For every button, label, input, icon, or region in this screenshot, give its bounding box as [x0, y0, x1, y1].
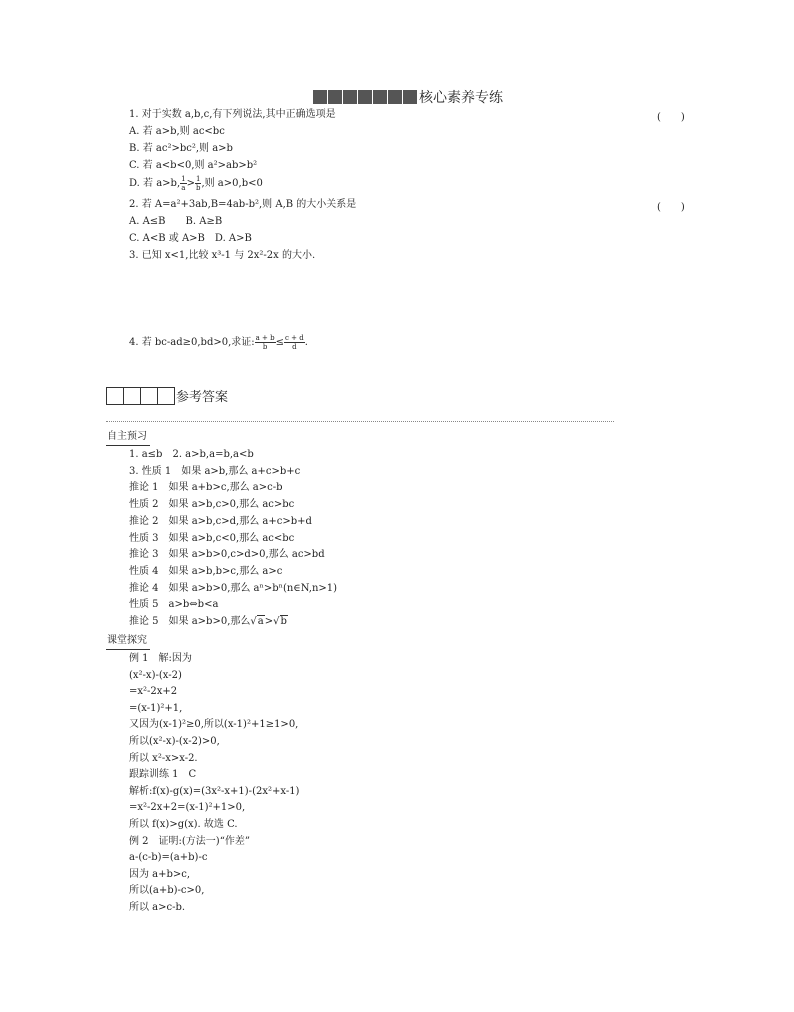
- header-box: [140, 387, 158, 405]
- answer-paren-1: ( ): [657, 112, 685, 123]
- answer-line: 性质 5 a>b⇔b<a: [129, 599, 219, 611]
- question-1: 1. 对于实数 a,b,c,有下列说法,其中正确选项是: [129, 109, 336, 120]
- header-box: [123, 387, 141, 405]
- page-title: 核心素养专练: [419, 89, 503, 106]
- answer-line: 又因为(x-1)²≥0,所以(x-1)²+1≥1>0,: [129, 719, 299, 731]
- header-block: [343, 90, 357, 104]
- sqrt-symbol: √: [250, 616, 257, 627]
- q1-d-compare: >: [186, 178, 195, 189]
- fraction-numerator: c + d: [285, 334, 304, 342]
- heading-underline: [106, 649, 150, 650]
- q1-option-d: [129, 175, 263, 192]
- header-block: [313, 90, 327, 104]
- answer-line: 3. 性质 1 如果 a>b,那么 a+c>b+c: [129, 465, 301, 477]
- fraction-numerator: 1: [181, 175, 186, 183]
- answer-line: 跟踪训练 1 C: [129, 769, 197, 781]
- answer-line: 性质 2 如果 a>b,c>0,那么 ac>bc: [129, 499, 295, 511]
- header-block: [388, 90, 402, 104]
- answer-line: 性质 4 如果 a>b,b>c,那么 a>c: [129, 565, 283, 577]
- question-4: [129, 334, 308, 351]
- question-2: 2. 若 A=a²+3ab,B=4ab-b²,则 A,B 的大小关系是: [129, 199, 357, 210]
- header-block: [403, 90, 417, 104]
- answer-line: 解析:f(x)-g(x)=(3x²-x+1)-(2x²+x-1): [129, 785, 300, 797]
- fraction-denominator: a: [181, 184, 186, 192]
- answer-line: 1. a≤b 2. a>b,a=b,a<b: [129, 449, 254, 460]
- answer-line: 所以 f(x)>g(x). 故选 C.: [129, 819, 238, 830]
- answer-line: 例 2 证明:(方法一)“作差”: [129, 835, 250, 847]
- fraction-numerator: 1: [195, 175, 201, 183]
- fraction-denominator: b: [262, 343, 268, 351]
- q1-d-suffix: ,则 a>0,b<0: [201, 178, 263, 189]
- header-block: [373, 90, 387, 104]
- heading-underline: [106, 445, 150, 446]
- answer-line: 所以(a+b)-c>0,: [129, 885, 205, 897]
- answer-paren-2: ( ): [657, 202, 685, 213]
- q4-prefix: 4. 若 bc-ad≥0,bd>0,求证:: [129, 337, 255, 348]
- fraction-numerator: a + b: [255, 334, 275, 342]
- section-header: [313, 86, 503, 106]
- fraction-denominator: b: [195, 184, 201, 192]
- q4-suffix: .: [304, 337, 308, 348]
- answer-line: 所以 x²-x>x-2.: [129, 752, 198, 764]
- sqrt-compare: >: [264, 616, 274, 627]
- answer-line: 推论 1 如果 a+b>c,那么 a>c-b: [129, 482, 283, 494]
- sqrt-b: b: [280, 616, 287, 627]
- header-block: [328, 90, 342, 104]
- answer-line: 性质 3 如果 a>b,c<0,那么 ac<bc: [129, 532, 295, 544]
- header-box: [157, 387, 175, 405]
- header-box: [106, 387, 124, 405]
- section-heading-explore: 课堂探究: [107, 635, 147, 646]
- answers-header: [106, 385, 228, 405]
- answer-line: =x²-2x+2: [129, 686, 178, 698]
- answer-line: 所以(x²-x)-(x-2)>0,: [129, 736, 220, 747]
- answer-line: 推论 2 如果 a>b,c>d,那么 a+c>b+d: [129, 515, 312, 527]
- answer-line: =x²-2x+2=(x-1)²+1>0,: [129, 802, 246, 814]
- answer-line: 推论 3 如果 a>b>0,c>d>0,那么 ac>bd: [129, 549, 325, 561]
- answer-line: 因为 a+b>c,: [129, 868, 191, 880]
- answer-line: =(x-1)²+1,: [129, 702, 183, 714]
- answer-line: 所以 a>c-b.: [129, 902, 186, 913]
- corollary-5-text: 推论 5 如果 a>b>0,那么: [129, 616, 251, 627]
- q1-d-prefix: D. 若 a>b,: [129, 178, 181, 189]
- answer-line: a-(c-b)=(a+b)-c: [129, 852, 208, 864]
- question-3: 3. 已知 x<1,比较 x³-1 与 2x²-2x 的大小.: [129, 250, 316, 261]
- fraction-denominator: d: [292, 343, 297, 351]
- answer-line: [129, 615, 288, 629]
- q1-option-a: A. 若 a>b,则 ac<bc: [129, 126, 225, 137]
- answer-line: 例 1 解:因为: [129, 653, 192, 664]
- answer-line: (x²-x)-(x-2): [129, 669, 182, 681]
- answers-title: 参考答案: [176, 390, 229, 405]
- fraction: [284, 334, 305, 351]
- sqrt-a: a: [257, 616, 264, 627]
- fraction: [255, 334, 276, 351]
- q1-option-b: B. 若 ac²>bc²,则 a>b: [129, 143, 233, 154]
- header-block: [358, 90, 372, 104]
- answer-line: 推论 4 如果 a>b>0,那么 aⁿ>bⁿ(n∈N,n>1): [129, 582, 338, 594]
- dotted-divider: [106, 421, 614, 422]
- q4-compare: ≤: [275, 337, 285, 348]
- q2-options-cd: C. A<B 或 A>B D. A>B: [129, 233, 252, 244]
- sqrt-symbol: √: [273, 616, 280, 627]
- section-heading-preview: 自主预习: [107, 431, 147, 442]
- q2-options-ab: A. A≤B B. A≥B: [129, 216, 223, 227]
- q1-option-c: C. 若 a<b<0,则 a²>ab>b²: [129, 160, 258, 171]
